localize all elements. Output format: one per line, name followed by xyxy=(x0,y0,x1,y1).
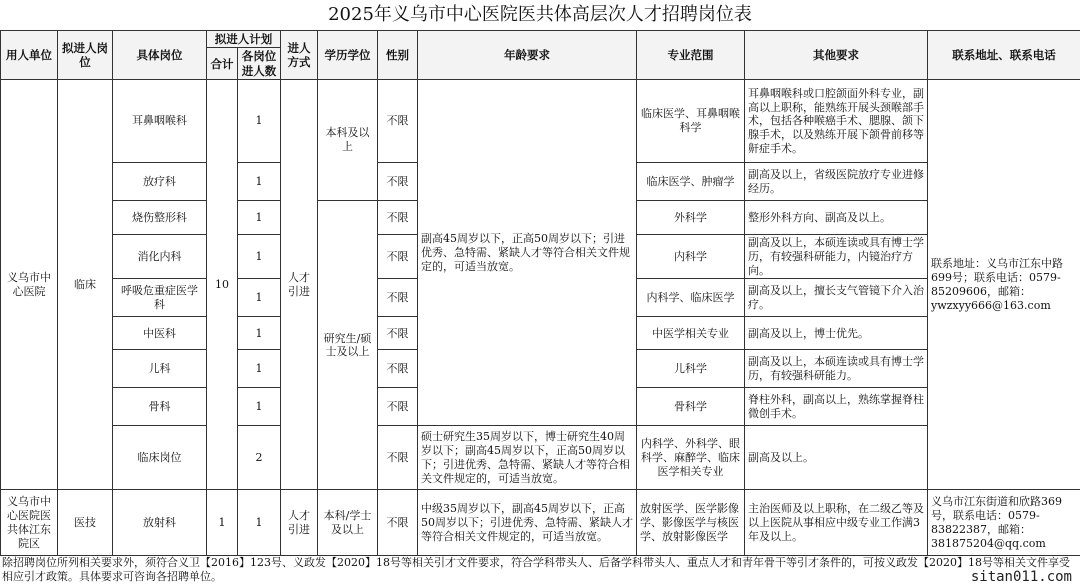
post-cell: 医技 xyxy=(58,490,113,556)
header-edu: 学历学位 xyxy=(318,31,378,80)
other-cell: 副高及以上，省级医院放疗专业进修经历。 xyxy=(745,163,928,201)
major-cell: 骨科学 xyxy=(637,388,745,426)
edu-cell: 本科/学士及以上 xyxy=(318,490,378,556)
specific-post-cell: 骨科 xyxy=(113,388,207,426)
contact-cell: 义乌市江东街道和欣路369号，联系电话：0579-83822387，邮箱：381875204@qq.com xyxy=(928,490,1080,556)
total-cell: 10 xyxy=(207,80,238,490)
header-other: 其他要求 xyxy=(745,31,928,80)
header-total: 合计 xyxy=(207,48,238,80)
recruitment-table xyxy=(0,30,1080,556)
major-cell: 内科学、临床医学 xyxy=(637,279,745,317)
page-title: 2025年义乌市中心医院医共体高层次人才招聘岗位表 xyxy=(328,4,752,25)
header-plan: 拟进人计划 xyxy=(207,31,281,48)
header-gender: 性别 xyxy=(378,31,418,80)
header-contact: 联系地址、联系电话 xyxy=(928,31,1080,80)
count-cell: 2 xyxy=(238,426,281,490)
other-cell: 副高及以上，本硕连读或具有博士学历，有较强科研能力。 xyxy=(745,350,928,388)
gender-cell: 不限 xyxy=(378,80,418,163)
count-cell: 1 xyxy=(238,317,281,350)
specific-post-cell: 中医科 xyxy=(113,317,207,350)
gender-cell: 不限 xyxy=(378,388,418,426)
major-cell: 外科学 xyxy=(637,201,745,235)
header-age: 年龄要求 xyxy=(418,31,637,80)
specific-post-cell: 放疗科 xyxy=(113,163,207,201)
other-cell: 副高及以上，擅长支气管镜下介入治疗。 xyxy=(745,279,928,317)
major-cell: 临床医学、耳鼻咽喉科学 xyxy=(637,80,745,163)
unit-cell: 义乌市中心医院 xyxy=(1,80,58,490)
other-cell: 耳鼻咽喉科或口腔颌面外科专业，副高以上职称，能熟练开展头颈喉部手术，包括各种喉癌手术、腮腺、颌下腺手术，以及熟练开展下颌骨前移等鼾症手术。 xyxy=(745,80,928,163)
edu-cell: 研究生/硕士及以上 xyxy=(318,201,378,490)
specific-post-cell: 呼吸危重症医学科 xyxy=(113,279,207,317)
edu-cell: 本科及以上 xyxy=(318,80,378,201)
gender-cell: 不限 xyxy=(378,201,418,235)
specific-post-cell: 放射科 xyxy=(113,490,207,556)
specific-post-cell: 烧伤整形科 xyxy=(113,201,207,235)
other-cell: 副高及以上，博士优先。 xyxy=(745,317,928,350)
count-cell: 1 xyxy=(238,80,281,163)
count-cell: 1 xyxy=(238,490,281,556)
count-cell: 1 xyxy=(238,201,281,235)
count-cell: 1 xyxy=(238,350,281,388)
other-cell: 副高及以上。 xyxy=(745,426,928,490)
gender-cell: 不限 xyxy=(378,279,418,317)
post-cell: 临床 xyxy=(58,80,113,490)
gender-cell: 不限 xyxy=(378,235,418,279)
gender-cell: 不限 xyxy=(378,426,418,490)
watermark: sitan011.com xyxy=(970,569,1072,585)
count-cell: 1 xyxy=(238,163,281,201)
major-cell: 儿科学 xyxy=(637,350,745,388)
footnote: 除招聘岗位所列相关要求外，须符合义卫【2016】123号、义政发【2020】18号等相关引才文件要求，符合学科带头人、后备学科带头人、重点人才和青年骨干等引才条件的，可按义政发【2020】18号等相关文件享受相应引才政策。具体要求可咨询各招聘单位。 xyxy=(2,556,1070,583)
header-method: 进人方式 xyxy=(281,31,318,80)
other-cell: 脊柱外科，副高以上，熟练掌握脊柱微创手术。 xyxy=(745,388,928,426)
table-row xyxy=(1,490,1080,556)
gender-cell: 不限 xyxy=(378,163,418,201)
count-cell: 1 xyxy=(238,235,281,279)
major-cell: 放射医学、医学影像学、影像医学与核医学、放射影像医学 xyxy=(637,490,745,556)
age-cell: 硕士研究生35周岁以下，博士研究生40周岁以下；副高45周岁以下，正高50周岁以下；引进优秀、急特需、紧缺人才等符合相关文件规定的，可适当放宽。 xyxy=(418,426,637,490)
major-cell: 内科学、外科学、眼科学、麻醉学、临床医学相关专业 xyxy=(637,426,745,490)
major-cell: 内科学 xyxy=(637,235,745,279)
table-row xyxy=(1,80,1080,163)
age-cell: 副高45周岁以下，正高50周岁以下；引进优秀、急特需、紧缺人才等符合相关文件规定的，可适当放宽。 xyxy=(418,80,637,426)
other-cell: 整形外科方向、副高及以上。 xyxy=(745,201,928,235)
header-each: 各岗位进人数 xyxy=(238,48,281,80)
other-cell: 主治医师及以上职称，在二级乙等及以上医院从事相应中级专业工作满3年及以上。 xyxy=(745,490,928,556)
gender-cell: 不限 xyxy=(378,350,418,388)
gender-cell: 不限 xyxy=(378,317,418,350)
age-cell: 中级35周岁以下，副高45周岁以下，正高50周岁以下；引进优秀、急特需、紧缺人才等符合相关文件规定的，可适当放宽。 xyxy=(418,490,637,556)
method-cell: 人才引进 xyxy=(281,80,318,490)
other-cell: 副高及以上，本硕连读或具有博士学历，有较强科研能力，内镜治疗方向。 xyxy=(745,235,928,279)
specific-post-cell: 儿科 xyxy=(113,350,207,388)
major-cell: 中医学相关专业 xyxy=(637,317,745,350)
contact-cell: 联系地址：义乌市江东中路699号；联系电话：0579-85209606，邮箱：ywzxyy666@163.com xyxy=(928,80,1080,490)
gender-cell: 不限 xyxy=(378,490,418,556)
major-cell: 临床医学、肿瘤学 xyxy=(637,163,745,201)
total-cell: 1 xyxy=(207,490,238,556)
method-cell: 人才引进 xyxy=(281,490,318,556)
unit-cell: 义乌市中心医院医共体江东院区 xyxy=(1,490,58,556)
specific-post-cell: 消化内科 xyxy=(113,235,207,279)
header-specific: 具体岗位 xyxy=(113,31,207,80)
specific-post-cell: 临床岗位 xyxy=(113,426,207,490)
specific-post-cell: 耳鼻咽喉科 xyxy=(113,80,207,163)
header-post: 拟进人岗位 xyxy=(58,31,113,80)
header-unit: 用人单位 xyxy=(1,31,58,80)
table-row xyxy=(1,426,1080,490)
count-cell: 1 xyxy=(238,388,281,426)
count-cell: 1 xyxy=(238,279,281,317)
header-major: 专业范围 xyxy=(637,31,745,80)
